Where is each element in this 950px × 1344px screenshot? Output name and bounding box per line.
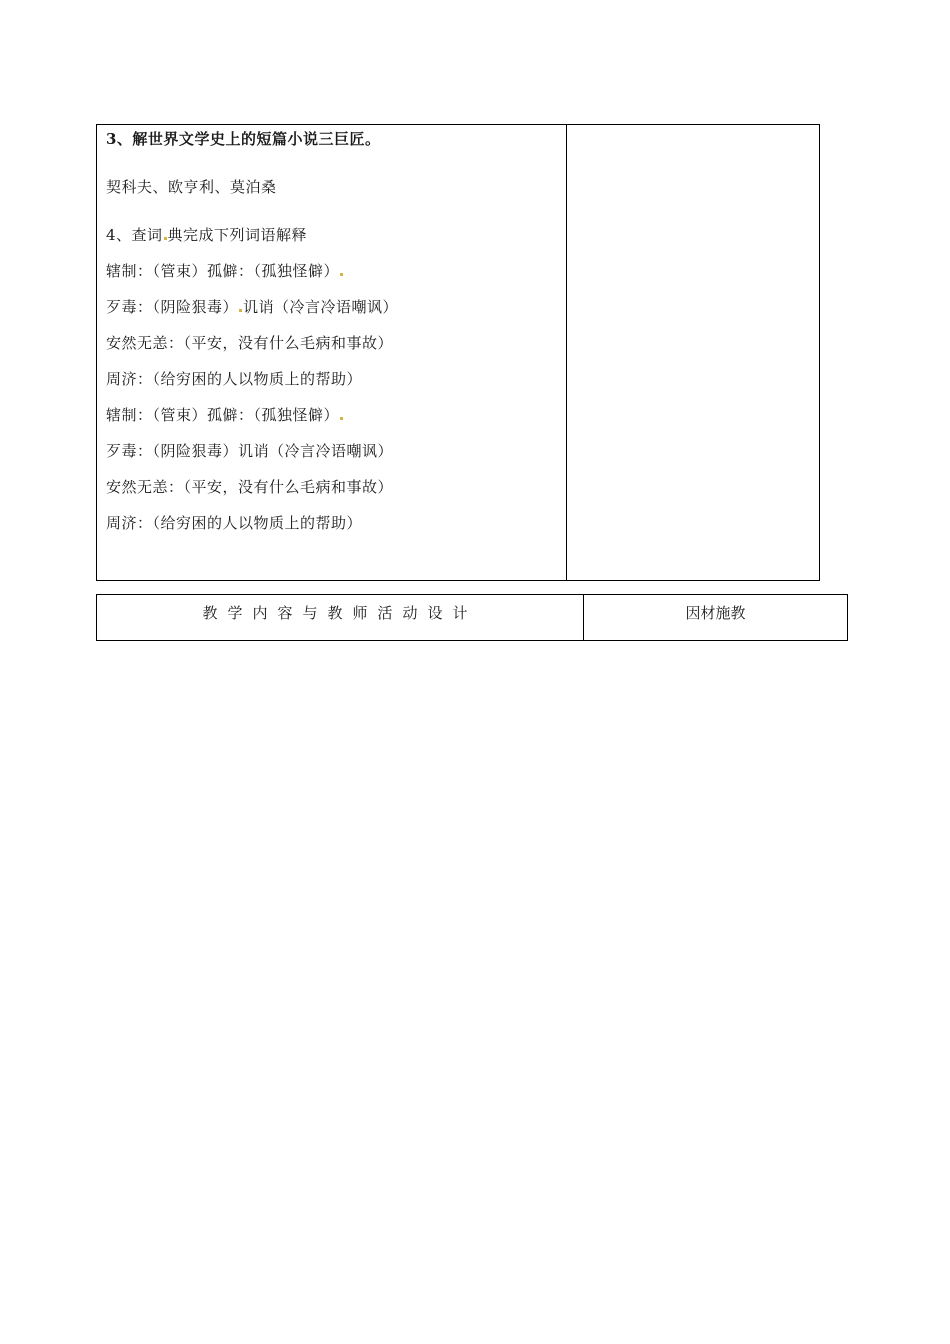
column-divider (566, 125, 567, 580)
vocab-text: 辖制：（管束）孤僻：（孤独怪僻） (106, 262, 340, 280)
vocab-line: 歹毒：（阴险狠毒）讥诮（冷言冷语嘲讽） (106, 442, 394, 460)
lesson-content-cell (97, 125, 566, 580)
section-4-prefix: 4、查词 (106, 226, 163, 244)
vocab-text: 歹毒：（阴险狠毒） (106, 298, 239, 316)
vocab-line: 安然无恙：（平安，没有什么毛病和事故） (106, 334, 394, 352)
authors-line: 契科夫、欧亨利、莫泊桑 (106, 178, 277, 196)
vocab-text: 辖制：（管束）孤僻：（孤独怪僻） (106, 406, 340, 424)
vocab-text: 讥诮（冷言冷语嘲讽） (243, 298, 399, 316)
highlight-mark (164, 237, 167, 240)
lesson-table (96, 124, 820, 581)
vocab-line (106, 297, 398, 317)
vocab-line: 安然无恙：（平安，没有什么毛病和事故） (106, 478, 394, 496)
section-4-heading (106, 225, 307, 245)
highlight-mark (239, 309, 242, 312)
vocab-line (106, 261, 344, 281)
header-table (96, 594, 848, 641)
section-3-heading: 3、解世界文学史上的短篇小说三巨匠。 (106, 130, 381, 148)
teaching-design-header: 教学内容与教师活动设计 (202, 604, 478, 622)
highlight-mark (340, 417, 343, 420)
vocab-line: 周济：（给穷困的人以物质上的帮助） (106, 370, 363, 388)
section-4-suffix: 典完成下列词语解释 (167, 226, 308, 244)
vocab-line (106, 405, 344, 425)
differentiated-teaching-header: 因材施教 (685, 604, 746, 622)
highlight-mark (340, 273, 343, 276)
vocab-line: 周济：（给穷困的人以物质上的帮助） (106, 514, 363, 532)
